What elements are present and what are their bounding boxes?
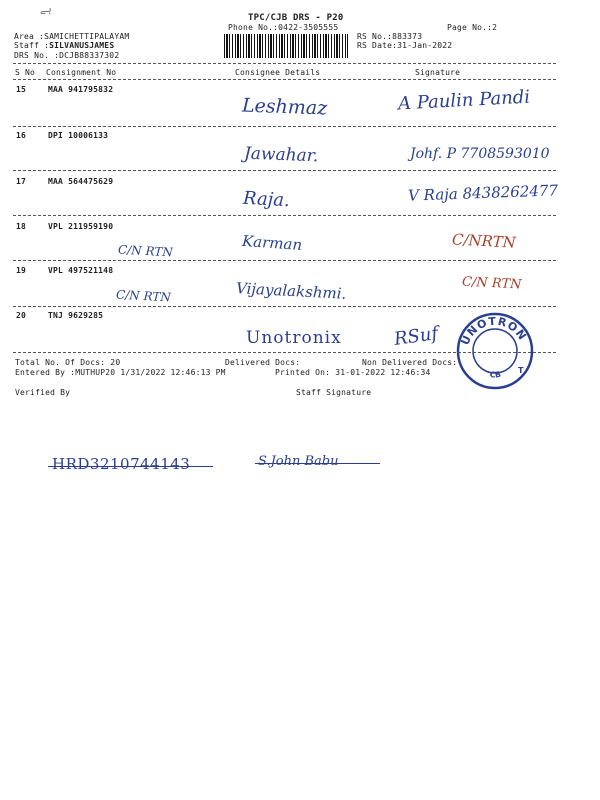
printed-on: Printed On: 31-01-2022 12:46:34: [275, 368, 431, 377]
signature-handwriting: C/N RTN: [461, 274, 522, 293]
column-consignee: Consignee Details: [235, 68, 321, 77]
row-divider: [13, 260, 556, 261]
area-field: Area :SAMICHETTIPALAYAM: [14, 32, 130, 41]
company-stamp: [455, 311, 535, 391]
return-note-handwriting: C/N RTN: [115, 287, 172, 305]
staff-signature-strike: [255, 463, 380, 464]
stamp-bottom-text: CB: [489, 369, 502, 380]
page-number: Page No.:2: [447, 23, 498, 32]
row-sno: 17: [16, 177, 27, 186]
footer-divider: [13, 352, 556, 353]
header-divider: [13, 63, 556, 64]
document-title: TPC/CJB DRS - P20: [248, 13, 344, 23]
staff-name: SILVANUSJAMES: [49, 41, 115, 50]
consignee-handwriting: Karman: [241, 231, 303, 255]
column-sno: S No: [15, 68, 36, 77]
row-consignment: VPL 211959190: [48, 222, 114, 231]
rs-date: RS Date:31-Jan-2022: [357, 41, 453, 50]
verified-signature-strike: [48, 466, 213, 467]
consignee-handwriting: Raja.: [242, 187, 291, 212]
row-sno: 16: [16, 131, 27, 140]
row-sno: 19: [16, 266, 27, 275]
signature-handwriting: C/NRTN: [451, 230, 517, 252]
signature-handwriting: A Paulin Pandi: [397, 86, 531, 115]
svg-text:UNOTRON: [458, 315, 529, 347]
rs-number: RS No.:883373: [357, 32, 423, 41]
consignee-handwriting: Leshmaz: [241, 94, 328, 120]
barcode: [224, 34, 348, 58]
row-sno: 18: [16, 222, 27, 231]
consignee-handwriting: Jawahar.: [243, 143, 319, 167]
column-consignment: Consignment No: [46, 68, 117, 77]
phone-number: Phone No.:0422-3505555: [228, 23, 339, 32]
return-note-handwriting: C/N RTN: [117, 242, 174, 260]
row-consignment: MAA 941795832: [48, 85, 114, 94]
staff-label: Staff :: [14, 41, 50, 50]
verified-signature-handwriting: HRD3210744143: [52, 455, 191, 473]
row-sno: 20: [16, 311, 27, 320]
stamp-top-text: UNOTRON: [458, 314, 530, 348]
staff-signature-label: Staff Signature: [296, 388, 372, 397]
row-consignment: TNJ 9629285: [48, 311, 104, 320]
column-divider: [13, 79, 556, 80]
row-divider: [13, 215, 556, 216]
non-delivered-docs: Non Delivered Docs:: [362, 358, 458, 367]
row-divider: [13, 306, 556, 307]
signature-handwriting: RSuf: [392, 323, 440, 350]
drs-number: DRS No. :DCJB88337302: [14, 51, 120, 60]
staff-signature-handwriting: S.John Babu: [258, 454, 339, 469]
consignee-handwriting: Vijayalakshmi.: [235, 279, 347, 303]
consignee-handwriting: Unotronix: [246, 328, 342, 348]
verified-by-label: Verified By: [15, 388, 71, 397]
scan-mark: ہے: [40, 4, 52, 15]
row-divider: [13, 126, 556, 127]
svg-text:CB: [489, 370, 501, 380]
signature-handwriting: Johf. P 7708593010: [410, 146, 550, 162]
column-signature: Signature: [415, 68, 461, 77]
row-consignment: VPL 497521148: [48, 266, 114, 275]
total-docs: Total No. Of Docs: 20: [15, 358, 121, 367]
row-sno: 15: [16, 85, 27, 94]
signature-handwriting: V Raja 8438262477: [407, 181, 559, 205]
row-consignment: MAA 564475629: [48, 177, 114, 186]
row-divider: [13, 170, 556, 171]
row-consignment: DPI 10006133: [48, 131, 109, 140]
delivered-docs: Delivered Docs:: [225, 358, 301, 367]
stamp-letter: T: [518, 366, 524, 375]
staff-field: [14, 41, 114, 50]
entered-by: Entered By :MUTHUP20 1/31/2022 12:46:13 PM: [15, 368, 226, 377]
